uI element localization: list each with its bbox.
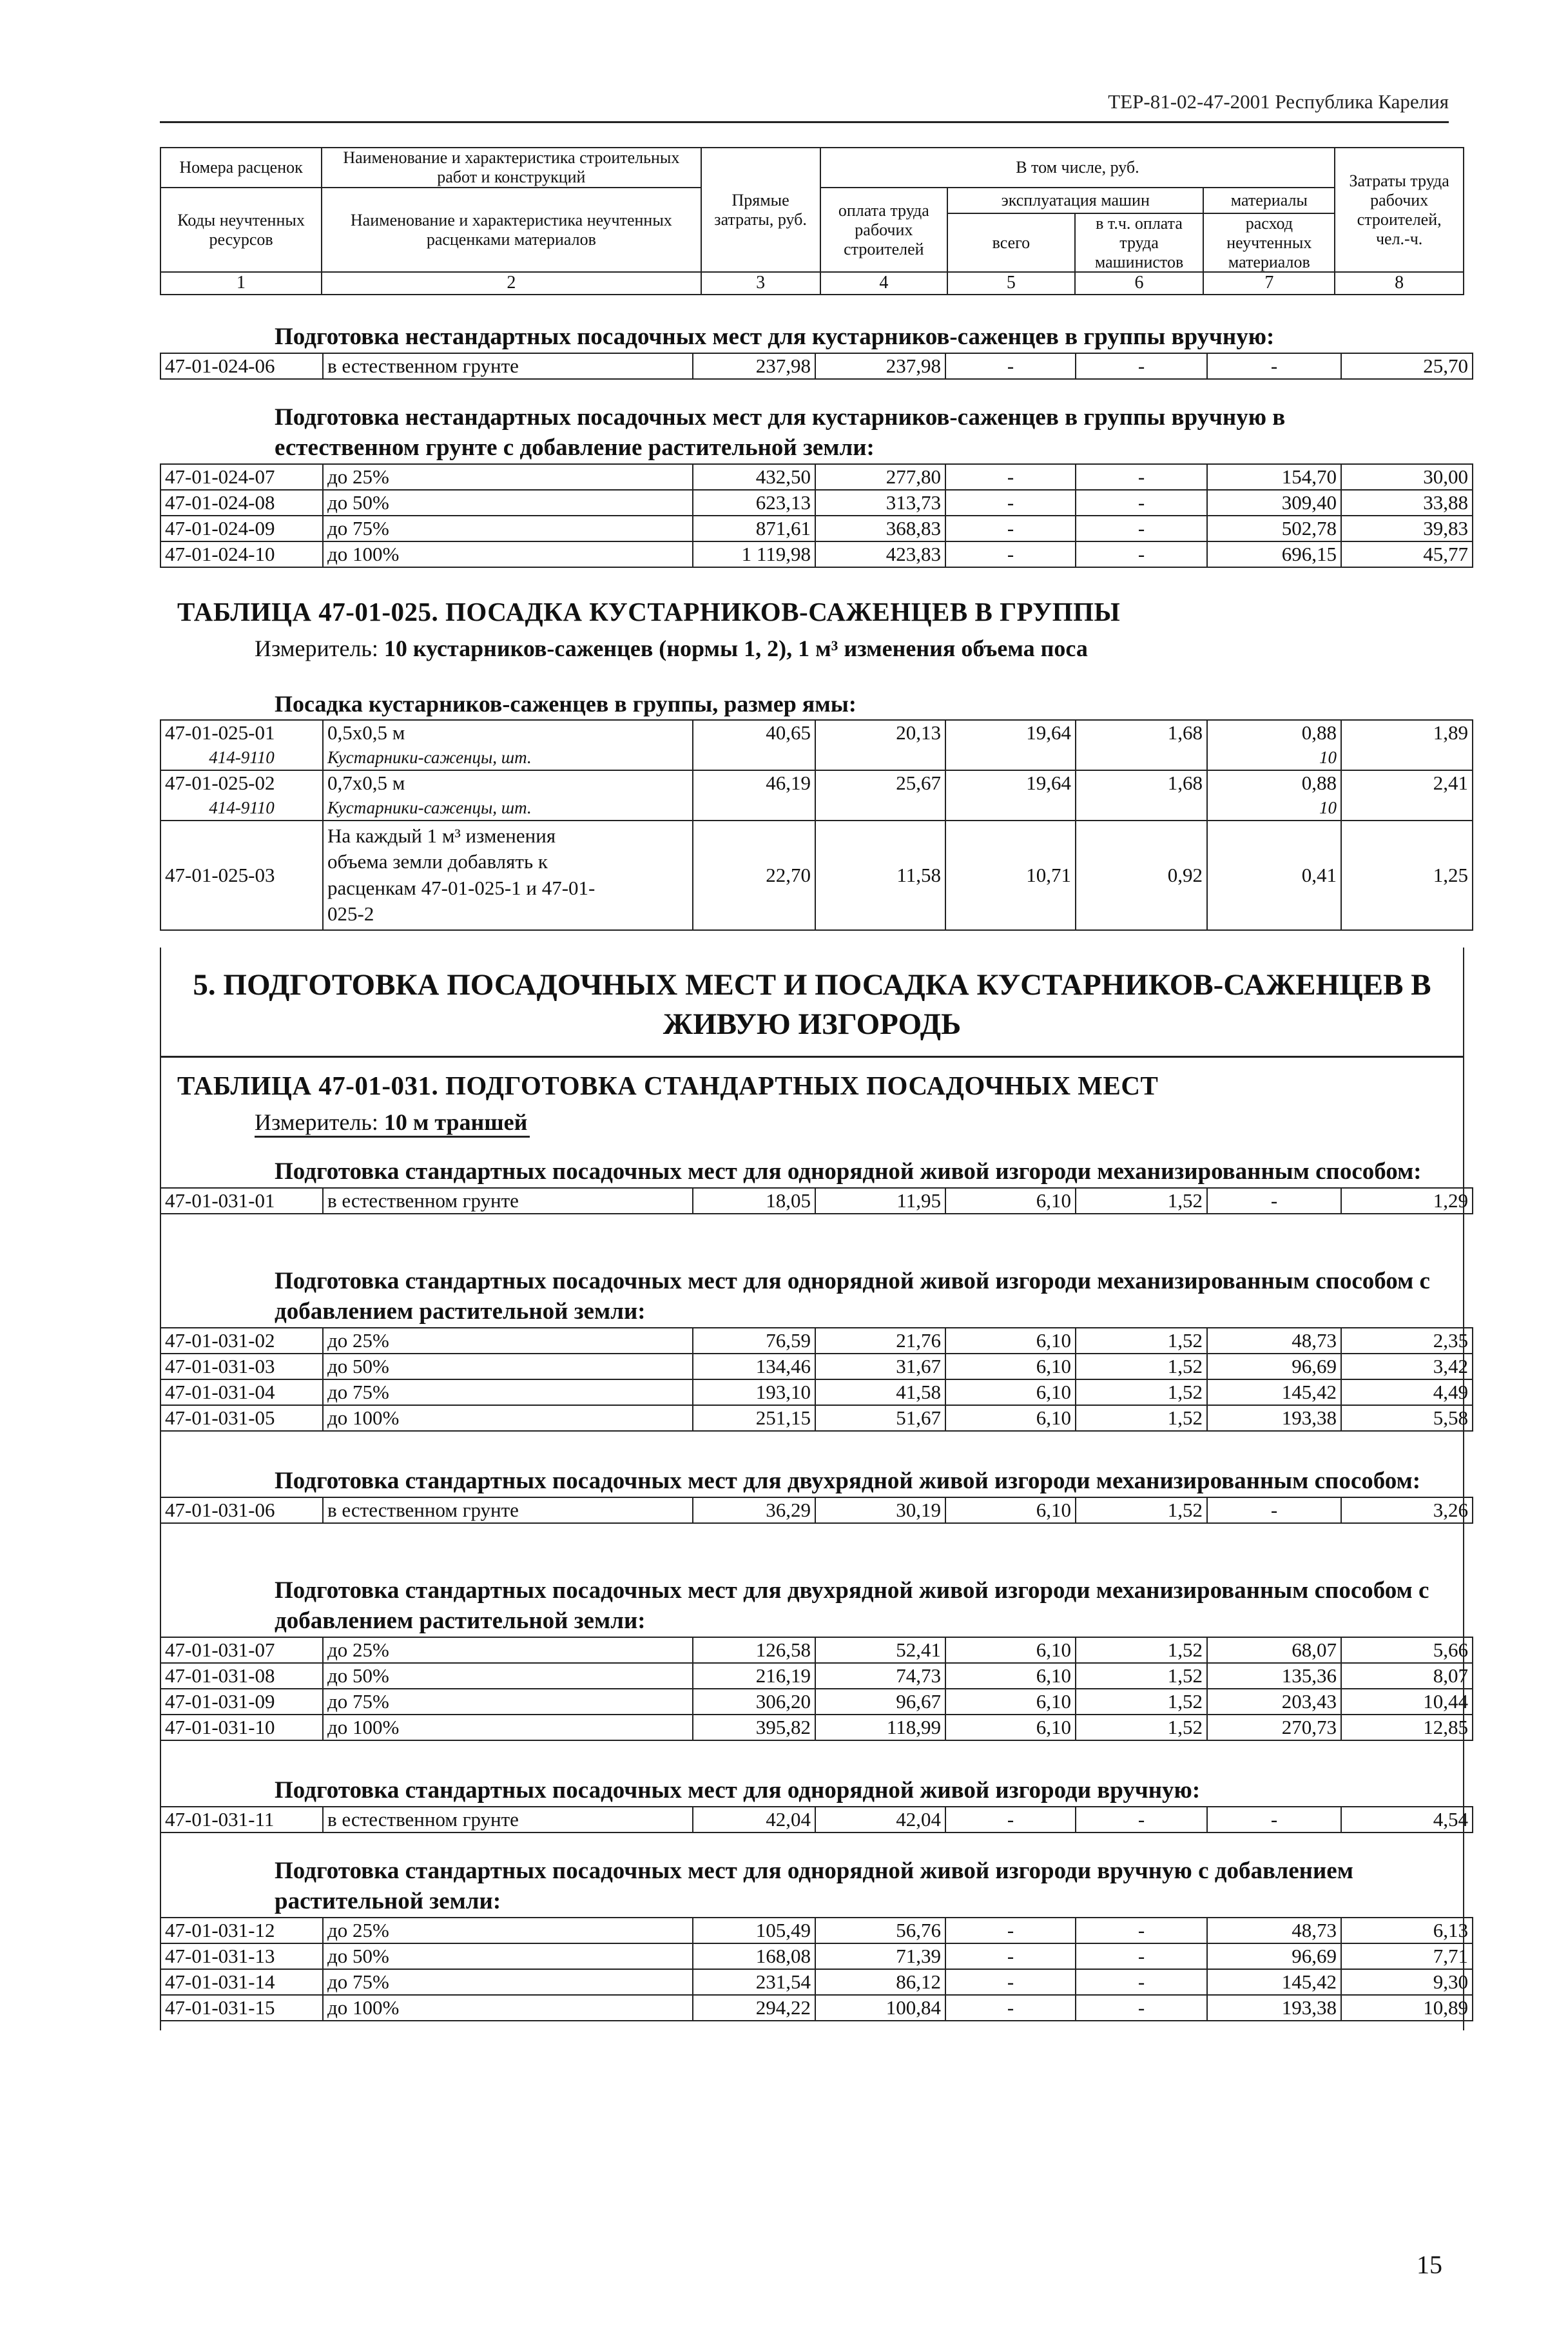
col7-header: расход неучтенных материалов <box>1203 213 1335 273</box>
labor-cost: 96,67 <box>815 1689 945 1715</box>
direct-cost: 134,46 <box>693 1354 815 1379</box>
machinist-cost: - <box>1076 464 1207 490</box>
section-heading: Подготовка стандартных посадочных мест для однорядной живой изгороди вручную: <box>275 1777 1201 1803</box>
page-number: 15 <box>1417 2250 1442 2279</box>
rate-name: до 25% <box>323 1918 693 1943</box>
rate-name: до 75% <box>323 1969 693 1995</box>
rate-code: 47-01-031-11 <box>160 1807 323 1833</box>
direct-cost: 193,10 <box>693 1379 815 1405</box>
machine-cost: 6,10 <box>945 1497 1076 1523</box>
rate-name: до 75% <box>323 516 693 541</box>
labor-hours: 12,85 <box>1341 1715 1473 1740</box>
labor-cost: 423,83 <box>815 541 945 567</box>
material-cost: 502,78 <box>1207 516 1341 541</box>
rate-name: в естественном грунте <box>323 353 693 379</box>
rate-name: в естественном грунте <box>323 1188 693 1214</box>
direct-cost: 1 119,98 <box>693 541 815 567</box>
labor-cost: 118,99 <box>815 1715 945 1740</box>
machinist-cost: 1,52 <box>1076 1405 1207 1431</box>
table-row <box>160 516 1473 541</box>
machine-cost: - <box>945 464 1076 490</box>
material-cost: - <box>1207 1497 1341 1523</box>
table-row <box>160 770 1473 795</box>
rate-code: 47-01-031-12 <box>160 1918 323 1943</box>
direct-cost: 36,29 <box>693 1497 815 1523</box>
machine-cost: 19,64 <box>945 720 1076 745</box>
machine-cost: - <box>945 541 1076 567</box>
rate-name: до 100% <box>323 541 693 567</box>
section-heading: Посадка кустарников-саженцев в группы, размер ямы: <box>275 691 857 717</box>
labor-cost: 277,80 <box>815 464 945 490</box>
section-single-row-manual-soil <box>160 1856 1468 2021</box>
rate-code: 47-01-031-03 <box>160 1354 323 1379</box>
direct-cost: 871,61 <box>693 516 815 541</box>
labor-cost: 56,76 <box>815 1918 945 1943</box>
direct-cost: 46,19 <box>693 770 815 795</box>
material-cost: 145,42 <box>1207 1969 1341 1995</box>
rate-name: в естественном грунте <box>323 1807 693 1833</box>
machine-cost: - <box>945 1918 1076 1943</box>
labor-hours: 4,49 <box>1341 1379 1473 1405</box>
materials-header: материалы <box>1203 188 1335 213</box>
col3-header: Прямые затраты, руб. <box>701 148 820 272</box>
document-reference: ТЕР-81-02-47-2001 Республика Карелия <box>1108 90 1449 113</box>
rate-code: 47-01-024-07 <box>160 464 323 490</box>
table-row <box>160 1969 1473 1995</box>
including-header: В том числе, руб. <box>820 148 1335 188</box>
col-number: 7 <box>1203 272 1335 294</box>
machinist-cost: - <box>1076 490 1207 516</box>
machine-cost: - <box>945 1995 1076 2021</box>
col-number: 6 <box>1075 272 1204 294</box>
direct-cost: 294,22 <box>693 1995 815 2021</box>
machine-cost: - <box>945 1969 1076 1995</box>
resource-code: 414-9110 <box>160 795 323 821</box>
measure-line <box>255 1109 530 1138</box>
labor-hours: 1,89 <box>1341 720 1473 745</box>
machinist-cost: - <box>1076 1918 1207 1943</box>
machine-cost: 6,10 <box>945 1663 1076 1689</box>
labor-cost: 71,39 <box>815 1943 945 1969</box>
machinist-cost: 1,52 <box>1076 1188 1207 1214</box>
measure-label: Измеритель: <box>255 636 378 661</box>
machinist-cost: 1,52 <box>1076 1354 1207 1379</box>
rate-name: до 50% <box>323 1354 693 1379</box>
machine-cost: 10,71 <box>945 821 1076 930</box>
table-row <box>160 1497 1473 1523</box>
section-heading: Подготовка нестандартных посадочных мест для кустарников-саженцев в группы вручную в естественном грунте с добавление растительной земли: <box>275 404 1286 461</box>
resource-code: 414-9110 <box>160 745 323 770</box>
rate-name-line: На каждый 1 м³ изменения <box>327 824 556 848</box>
rate-code: 47-01-031-04 <box>160 1379 323 1405</box>
labor-hours: 39,83 <box>1341 516 1473 541</box>
machinist-cost: 1,52 <box>1076 1637 1207 1663</box>
labor-hours: 1,25 <box>1341 821 1473 930</box>
labor-hours: 45,77 <box>1341 541 1473 567</box>
labor-cost: 31,67 <box>815 1354 945 1379</box>
labor-hours: 5,66 <box>1341 1637 1473 1663</box>
material-cost: 48,73 <box>1207 1328 1341 1354</box>
machinist-cost: - <box>1076 541 1207 567</box>
col-number: 4 <box>820 272 948 294</box>
labor-hours: 2,41 <box>1341 770 1473 795</box>
machinist-cost: - <box>1076 1995 1207 2021</box>
rate-code: 47-01-031-09 <box>160 1689 323 1715</box>
section-single-row-mechanized <box>160 1157 1468 1214</box>
machine-cost: - <box>945 1807 1076 1833</box>
material-cost: - <box>1207 1188 1341 1214</box>
rate-name: до 75% <box>323 1689 693 1715</box>
material-cost: 96,69 <box>1207 1354 1341 1379</box>
labor-hours: 30,00 <box>1341 464 1473 490</box>
table-row-resource <box>160 795 1473 821</box>
material-cost: 0,41 <box>1207 821 1341 930</box>
machine-cost: - <box>945 490 1076 516</box>
table-row <box>160 464 1473 490</box>
resource-name: Кустарники-саженцы, шт. <box>323 745 693 770</box>
material-cost: 48,73 <box>1207 1918 1341 1943</box>
chapter-title-line: 5. ПОДГОТОВКА ПОСАДОЧНЫХ МЕСТ И ПОСАДКА КУСТАРНИКОВ-САЖЕНЦЕВ В <box>193 968 1431 1002</box>
machine-cost: 6,10 <box>945 1715 1076 1740</box>
machinist-cost: 1,52 <box>1076 1328 1207 1354</box>
material-cost: 193,38 <box>1207 1995 1341 2021</box>
labor-hours: 33,88 <box>1341 490 1473 516</box>
rate-name <box>323 821 693 930</box>
labor-hours: 7,71 <box>1341 1943 1473 1969</box>
table-title: ТАБЛИЦА 47-01-025. ПОСАДКА КУСТАРНИКОВ-САЖЕНЦЕВ В ГРУППЫ <box>177 597 1121 627</box>
labor-cost: 74,73 <box>815 1663 945 1689</box>
rate-code: 47-01-031-06 <box>160 1497 323 1523</box>
machine-cost: 6,10 <box>945 1637 1076 1663</box>
labor-hours: 8,07 <box>1341 1663 1473 1689</box>
column-header-table <box>160 147 1464 295</box>
labor-hours: 25,70 <box>1341 353 1473 379</box>
section-double-row-mechanized <box>160 1466 1468 1524</box>
direct-cost: 395,82 <box>693 1715 815 1740</box>
rate-code: 47-01-031-02 <box>160 1328 323 1354</box>
section-double-row-mechanized-soil <box>160 1576 1468 1741</box>
machinist-cost: - <box>1076 353 1207 379</box>
rate-name: до 50% <box>323 1943 693 1969</box>
col2-bottom-header: Наименование и характеристика неучтенных расценками материалов <box>322 188 701 273</box>
material-cost: 309,40 <box>1207 490 1341 516</box>
table-row <box>160 1995 1473 2021</box>
section-manual-nonstandard <box>160 322 1468 380</box>
machine-cost: - <box>945 353 1076 379</box>
rate-name: до 100% <box>323 1995 693 2021</box>
rates-table <box>160 1917 1473 2021</box>
rate-code: 47-01-024-06 <box>160 353 323 379</box>
measure-value: 10 м траншей <box>383 1109 528 1135</box>
machinist-cost: - <box>1076 1943 1207 1969</box>
labor-cost: 368,83 <box>815 516 945 541</box>
labor-hours: 2,35 <box>1341 1328 1473 1354</box>
table-row <box>160 1379 1473 1405</box>
table-row <box>160 1663 1473 1689</box>
machinist-cost: 1,52 <box>1076 1663 1207 1689</box>
machine-cost: 6,10 <box>945 1689 1076 1715</box>
table-row <box>160 353 1473 379</box>
table-row <box>160 821 1473 930</box>
labor-cost: 100,84 <box>815 1995 945 2021</box>
machine-cost: 6,10 <box>945 1188 1076 1214</box>
labor-cost: 52,41 <box>815 1637 945 1663</box>
section-heading: Подготовка стандартных посадочных мест для однорядной живой изгороди вручную с добавлением растительной земли: <box>275 1858 1353 1914</box>
rate-code: 47-01-031-01 <box>160 1188 323 1214</box>
labor-cost: 21,76 <box>815 1328 945 1354</box>
material-cost: 0,88 <box>1207 720 1341 745</box>
col2-top-header: Наименование и характеристика строительных работ и конструкций <box>322 148 701 188</box>
rate-code: 47-01-031-15 <box>160 1995 323 2021</box>
direct-cost: 22,70 <box>693 821 815 930</box>
direct-cost: 42,04 <box>693 1807 815 1833</box>
machine-cost: - <box>945 516 1076 541</box>
section-heading: Подготовка стандартных посадочных мест для двухрядной живой изгороди механизированным способом с добавлением растительной земли: <box>275 1577 1429 1634</box>
measure-label: Измеритель: <box>255 1109 378 1135</box>
rate-code: 47-01-024-09 <box>160 516 323 541</box>
material-cost: 193,38 <box>1207 1405 1341 1431</box>
col-number: 3 <box>701 272 820 294</box>
rate-code: 47-01-025-02 <box>160 770 323 795</box>
direct-cost: 231,54 <box>693 1969 815 1995</box>
material-cost: 0,88 <box>1207 770 1341 795</box>
col-number: 2 <box>322 272 701 294</box>
rate-code: 47-01-031-05 <box>160 1405 323 1431</box>
table-row <box>160 1918 1473 1943</box>
labor-cost: 313,73 <box>815 490 945 516</box>
table-row <box>160 1637 1473 1663</box>
col-number: 1 <box>160 272 322 294</box>
table-row <box>160 541 1473 567</box>
table-row <box>160 720 1473 745</box>
material-cost: 135,36 <box>1207 1663 1341 1689</box>
rate-name-line: объема земли добавлять к <box>327 850 548 873</box>
chapter-title-line: ЖИВУЮ ИЗГОРОДЬ <box>663 1007 962 1042</box>
rate-name-line: расценкам 47-01-025-1 и 47-01- <box>327 876 595 899</box>
resource-quantity: 10 <box>1207 795 1341 821</box>
machine-cost: 6,10 <box>945 1354 1076 1379</box>
rate-code: 47-01-025-03 <box>160 821 323 930</box>
direct-cost: 18,05 <box>693 1188 815 1214</box>
machinist-cost: - <box>1076 1807 1207 1833</box>
col1-top-header: Номера расценок <box>160 148 322 188</box>
machinist-cost: - <box>1076 516 1207 541</box>
col4-header: оплата труда рабочих строителей <box>820 188 948 273</box>
rate-name: до 50% <box>323 490 693 516</box>
section-single-row-manual <box>160 1776 1468 1833</box>
machinist-cost: 1,52 <box>1076 1497 1207 1523</box>
rate-code: 47-01-031-10 <box>160 1715 323 1740</box>
labor-cost: 25,67 <box>815 770 945 795</box>
labor-cost: 42,04 <box>815 1807 945 1833</box>
section-heading: Подготовка стандартных посадочных мест для двухрядной живой изгороди механизированным способом: <box>275 1468 1421 1494</box>
section-manual-nonstandard-soil <box>160 403 1468 568</box>
machine-cost: 6,10 <box>945 1328 1076 1354</box>
col5-header: всего <box>947 213 1075 273</box>
labor-hours: 6,13 <box>1341 1918 1473 1943</box>
material-cost: - <box>1207 353 1341 379</box>
direct-cost: 40,65 <box>693 720 815 745</box>
machinist-cost: - <box>1076 1969 1207 1995</box>
labor-cost: 51,67 <box>815 1405 945 1431</box>
rate-name: до 100% <box>323 1405 693 1431</box>
labor-cost: 41,58 <box>815 1379 945 1405</box>
rate-code: 47-01-031-13 <box>160 1943 323 1969</box>
rate-code: 47-01-025-01 <box>160 720 323 745</box>
rate-name: до 75% <box>323 1379 693 1405</box>
table-row <box>160 1188 1473 1214</box>
material-cost: 270,73 <box>1207 1715 1341 1740</box>
rates-table <box>160 353 1473 380</box>
material-cost: 96,69 <box>1207 1943 1341 1969</box>
machinist-cost: 1,68 <box>1076 770 1207 795</box>
material-cost: 145,42 <box>1207 1379 1341 1405</box>
machines-header: эксплуатация машин <box>947 188 1203 213</box>
col6-header: в т.ч. оплата труда машинистов <box>1075 213 1204 273</box>
header-rule <box>160 121 1449 123</box>
direct-cost: 623,13 <box>693 490 815 516</box>
section-heading: Подготовка нестандартных посадочных мест для кустарников-саженцев в группы вручную: <box>275 324 1275 350</box>
labor-hours: 1,29 <box>1341 1188 1473 1214</box>
machinist-cost: 1,68 <box>1076 720 1207 745</box>
measure-line <box>255 635 1088 662</box>
machine-cost: - <box>945 1943 1076 1969</box>
resource-name: Кустарники-саженцы, шт. <box>323 795 693 821</box>
labor-hours: 4,54 <box>1341 1807 1473 1833</box>
rate-name: до 25% <box>323 464 693 490</box>
col1-bottom-header: Коды неучтенных ресурсов <box>160 188 322 273</box>
rates-table <box>160 1187 1473 1214</box>
resource-quantity: 10 <box>1207 745 1341 770</box>
rate-code: 47-01-031-07 <box>160 1637 323 1663</box>
labor-cost: 20,13 <box>815 720 945 745</box>
rates-table <box>160 1637 1473 1741</box>
rates-table <box>160 1806 1473 1833</box>
rate-name-line: 025-2 <box>327 902 374 926</box>
machine-cost: 6,10 <box>945 1405 1076 1431</box>
machine-cost: 6,10 <box>945 1379 1076 1405</box>
labor-cost: 86,12 <box>815 1969 945 1995</box>
rates-table <box>160 719 1473 931</box>
section-heading: Подготовка стандартных посадочных мест для однорядной живой изгороди механизированным способом с добавлением растительной земли: <box>275 1268 1430 1325</box>
labor-hours: 5,58 <box>1341 1405 1473 1431</box>
labor-cost: 11,58 <box>815 821 945 930</box>
rates-table <box>160 463 1473 568</box>
rate-code: 47-01-024-10 <box>160 541 323 567</box>
table-row <box>160 1328 1473 1354</box>
material-cost: 203,43 <box>1207 1689 1341 1715</box>
chapter-title <box>160 966 1464 1044</box>
labor-cost: 11,95 <box>815 1188 945 1214</box>
section-heading: Подготовка стандартных посадочных мест для однорядной живой изгороди механизированным способом: <box>275 1158 1422 1185</box>
machinist-cost: 0,92 <box>1076 821 1207 930</box>
rate-name: в естественном грунте <box>323 1497 693 1523</box>
table-title: ТАБЛИЦА 47-01-031. ПОДГОТОВКА СТАНДАРТНЫХ ПОСАДОЧНЫХ МЕСТ <box>177 1071 1159 1100</box>
rate-name: 0,5х0,5 м <box>323 720 693 745</box>
labor-hours: 3,42 <box>1341 1354 1473 1379</box>
table-row <box>160 1943 1473 1969</box>
table-row <box>160 1354 1473 1379</box>
labor-hours: 3,26 <box>1341 1497 1473 1523</box>
rate-name: до 50% <box>323 1663 693 1689</box>
material-cost: 696,15 <box>1207 541 1341 567</box>
labor-cost: 237,98 <box>815 353 945 379</box>
rate-code: 47-01-031-08 <box>160 1663 323 1689</box>
table-row <box>160 1807 1473 1833</box>
measure-value: 10 кустарников-саженцев (нормы 1, 2), 1 м³ изменения объема поса <box>383 636 1088 661</box>
machinist-cost: 1,52 <box>1076 1379 1207 1405</box>
table-row <box>160 1689 1473 1715</box>
labor-hours: 10,44 <box>1341 1689 1473 1715</box>
table-row <box>160 1715 1473 1740</box>
table-row <box>160 490 1473 516</box>
direct-cost: 105,49 <box>693 1918 815 1943</box>
rate-name: до 25% <box>323 1328 693 1354</box>
rate-code: 47-01-031-14 <box>160 1969 323 1995</box>
rate-name: до 25% <box>323 1637 693 1663</box>
direct-cost: 216,19 <box>693 1663 815 1689</box>
rate-code: 47-01-024-08 <box>160 490 323 516</box>
rates-table <box>160 1327 1473 1432</box>
machinist-cost: 1,52 <box>1076 1689 1207 1715</box>
material-cost: 68,07 <box>1207 1637 1341 1663</box>
section-planting-groups <box>160 690 1468 931</box>
col-number: 5 <box>947 272 1075 294</box>
direct-cost: 306,20 <box>693 1689 815 1715</box>
direct-cost: 168,08 <box>693 1943 815 1969</box>
rate-name: до 100% <box>323 1715 693 1740</box>
material-cost: - <box>1207 1807 1341 1833</box>
direct-cost: 126,58 <box>693 1637 815 1663</box>
table-row-resource <box>160 745 1473 770</box>
labor-hours: 9,30 <box>1341 1969 1473 1995</box>
direct-cost: 432,50 <box>693 464 815 490</box>
chapter-rule <box>160 1056 1464 1058</box>
section-single-row-mechanized-soil <box>160 1267 1468 1432</box>
material-cost: 154,70 <box>1207 464 1341 490</box>
direct-cost: 251,15 <box>693 1405 815 1431</box>
direct-cost: 237,98 <box>693 353 815 379</box>
rates-table <box>160 1497 1473 1524</box>
machine-cost: 19,64 <box>945 770 1076 795</box>
direct-cost: 76,59 <box>693 1328 815 1354</box>
table-row <box>160 1405 1473 1431</box>
labor-cost: 30,19 <box>815 1497 945 1523</box>
col8-header: Затраты труда рабочих строителей, чел.-ч. <box>1335 148 1464 272</box>
col-number: 8 <box>1335 272 1464 294</box>
rate-name: 0,7х0,5 м <box>323 770 693 795</box>
labor-hours: 10,89 <box>1341 1995 1473 2021</box>
machinist-cost: 1,52 <box>1076 1715 1207 1740</box>
